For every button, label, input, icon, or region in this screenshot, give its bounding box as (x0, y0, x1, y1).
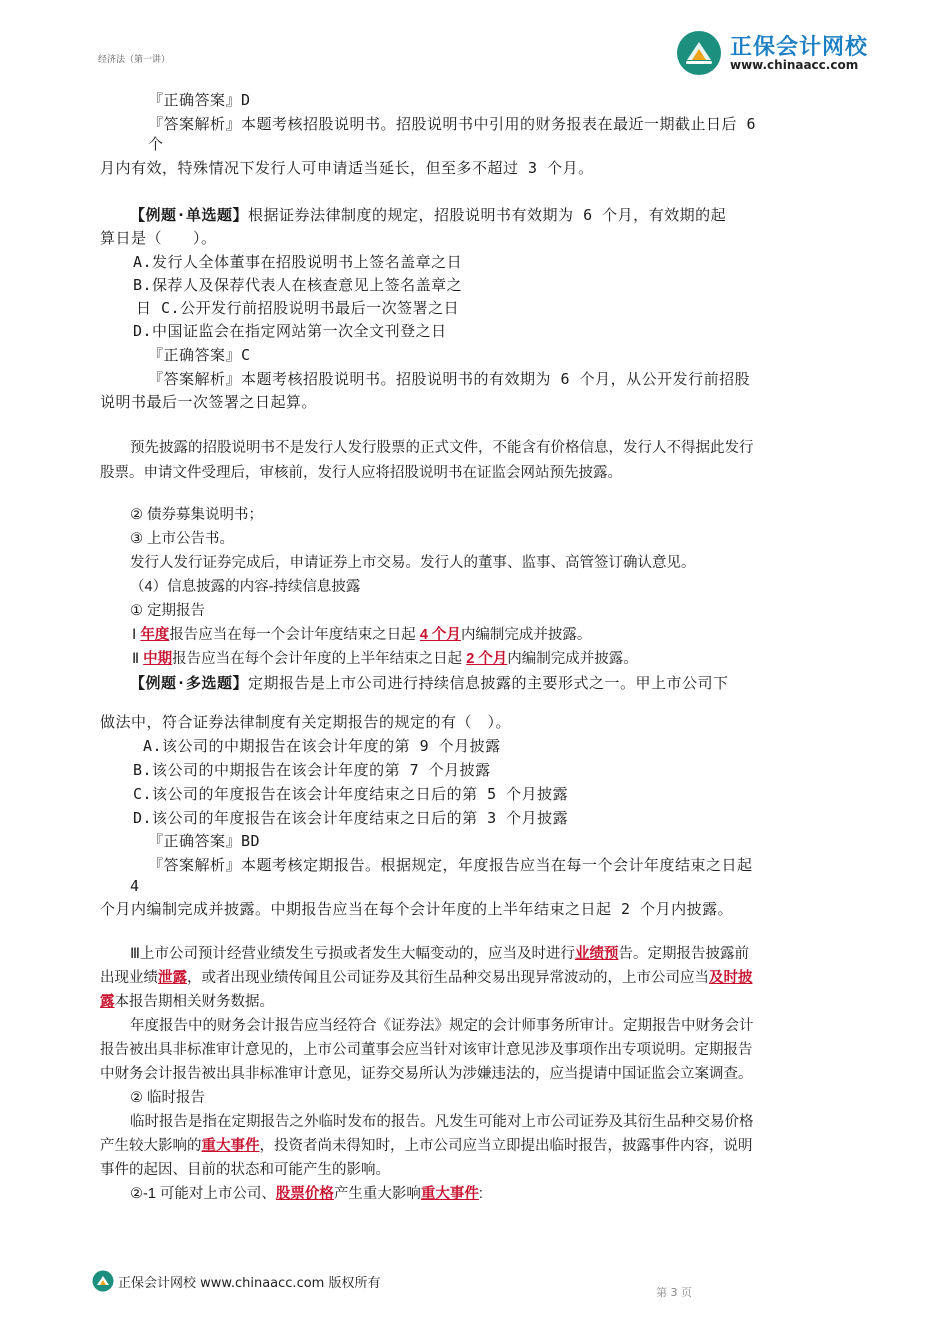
interim-report-line (100, 1136, 753, 1156)
audit-line: 报告被出具非标准审计意见的，上市公司董事会应当针对该审计意见涉及事项作出专项说明。定期报告 (100, 1042, 753, 1058)
q3-answer: 『正确答案』BD (148, 832, 261, 850)
q3-analysis-line: 4 (130, 877, 140, 895)
q2-stem-text: 根据证券法律制度的规定，招股说明书有效期为 6 个月，有效期的起 (248, 206, 727, 224)
para-text: : (478, 1186, 483, 1202)
interim-report-line: 临时报告是指在定期报告之外临时发布的报告。凡发生可能对上市公司证券及其衍生品种交易价格 (130, 1114, 754, 1130)
roman-numeral: Ⅰ (132, 627, 141, 643)
keyword-performance-forecast: 业绩预 (575, 946, 619, 962)
para-text: ②-1 可能对上市公司、 (130, 1186, 276, 1202)
q2-option-b: B.保荐人及保荐代表人在核查意见上签名盖章之 (133, 276, 463, 294)
para-text: 产生较大影响的 (100, 1138, 202, 1154)
periodic-report-heading: ① 定期报告 (130, 603, 206, 619)
pre-disclosure-line: 预先披露的招股说明书不是发行人发行股票的正式文件，不能含有价格信息，发行人不得据此发行 (130, 440, 754, 456)
para-text: Ⅲ上市公司预计经营业绩发生亏损或者发生大幅变动的，应当及时进行 (130, 946, 575, 962)
keyword-leak: 泄露 (158, 970, 187, 986)
section-heading: （4）信息披露的内容-持续信息披露 (130, 579, 361, 595)
q2-option-d: D.中国证监会在指定网站第一次全文刊登之日 (133, 322, 447, 340)
q3-option-c: C.该公司的年度报告在该会计年度结束之日后的第 5 个月披露 (133, 785, 569, 803)
q3-option-d: D.该公司的年度报告在该会计年度结束之日后的第 3 个月披露 (133, 809, 569, 827)
q2-analysis-line: 说明书最后一次签署之日起算。 (100, 393, 318, 411)
q3-analysis-line: 『答案解析』本题考核定期报告。根据规定，年度报告应当在每一个会计年度结束之日起 (148, 856, 753, 874)
keyword-stock-price: 股票价格 (275, 1186, 334, 1202)
logo-emblem-icon (676, 30, 722, 76)
footer-logo-icon (92, 1270, 114, 1292)
q3-stem-text: 定期报告是上市公司进行持续信息披露的主要形式之一。甲上市公司下 (248, 674, 729, 692)
performance-line (130, 944, 749, 964)
q2-answer: 『正确答案』C (148, 346, 251, 364)
q2-label: 【例题·单选题】 (130, 206, 249, 224)
q1-analysis-line: 个 (148, 135, 164, 153)
keyword-period: 2 个月 (466, 651, 508, 667)
q2-analysis-line: 『答案解析』本题考核招股说明书。招股说明书的有效期为 6 个月，从公开发行前招股 (148, 370, 751, 388)
logo-name: 正保会计网校 (730, 35, 869, 60)
page-number: 第 3 页 (656, 1286, 692, 1299)
q3-label: 【例题·多选题】 (130, 674, 249, 692)
para-text: ，或者出现业绩传闻且公司证券及其衍生品种交易出现异常波动的，上市公司应当 (187, 970, 709, 986)
major-event-heading (130, 1184, 483, 1204)
rule-text: 内编制完成并披露。 (507, 651, 638, 667)
para-text: 产生重大影响 (333, 1186, 421, 1202)
interim-report-line: 事件的起因、目前的状态和可能产生的影响。 (100, 1162, 390, 1178)
q2-option-a: A.发行人全体董事在招股说明书上签名盖章之日 (133, 253, 463, 271)
listing-note: 发行人发行证券完成后，申请证券上市交易。发行人的董事、监事、高管签订确认意见。 (130, 555, 696, 571)
para-text: 出现业绩 (100, 970, 158, 986)
q3-option-a: A.该公司的中期报告在该会计年度的第 9 个月披露 (143, 737, 501, 755)
q3-stem (130, 673, 729, 693)
bond-prospectus-item: ② 债券募集说明书； (130, 507, 264, 523)
q3-option-b: B.该公司的中期报告在该会计年度的第 7 个月披露 (133, 761, 491, 779)
performance-line (100, 992, 274, 1012)
q1-answer: 『正确答案』D (148, 91, 251, 109)
header-doc-title: 经济法（第一讲） (98, 55, 171, 65)
audit-line: 年度报告中的财务会计报告应当经符合《证券法》规定的会计师事务所审计。定期报告中财务会计 (130, 1018, 754, 1034)
rule-text: 内编制完成并披露。 (460, 627, 592, 643)
interim-report-heading: ② 临时报告 (130, 1090, 206, 1106)
rule-text: 报告应当在每个会计年度的上半年结束之日起 (172, 651, 467, 667)
interim-report-rule (132, 649, 638, 669)
para-text: ，投资者尚未得知时，上市公司应当立即提出临时报告，披露事件内容，说明 (259, 1138, 753, 1154)
para-text: 告。定期报告披露前 (618, 946, 749, 962)
footer-copyright: 正保会计网校 www.chinaacc.com 版权所有 (118, 1276, 381, 1291)
keyword-interim: 中期 (143, 651, 173, 667)
q1-analysis-line: 月内有效，特殊情况下发行人可申请适当延长，但至多不超过 3 个月。 (100, 159, 594, 177)
site-logo[interactable] (676, 28, 876, 78)
rule-text: 报告应当在每一个会计年度结束之日起 (169, 627, 420, 643)
annual-report-rule (132, 625, 591, 645)
pre-disclosure-line: 股票。申请文件受理后，审核前，发行人应将招股说明书在证监会网站预先披露。 (100, 465, 622, 481)
audit-line: 中财务会计报告被出具非标准审计意见，证券交易所认为涉嫌违法的，应当提请中国证监会立案调查。 (100, 1066, 753, 1082)
logo-url: www.chinaacc.com (730, 58, 859, 72)
keyword-timely-disclose: 露 (100, 994, 115, 1010)
q3-analysis-line: 个月内编制完成并披露。中期报告应当在每个会计年度的上半年结束之日起 2 个月内披露。 (100, 900, 734, 918)
keyword-major-event: 重大事件 (201, 1138, 260, 1154)
q2-stem-line: 算日是（ ）。 (100, 229, 217, 247)
q2-stem (130, 205, 726, 225)
keyword-period: 4 个月 (419, 627, 461, 643)
para-text: 本报告期相关财务数据。 (114, 994, 274, 1010)
listing-announcement-item: ③ 上市公告书。 (130, 531, 235, 547)
performance-line (100, 968, 753, 988)
q3-stem-line: 做法中，符合证券法律制度有关定期报告的规定的有（ ）。 (100, 713, 512, 731)
page-footer (92, 1270, 512, 1294)
q2-option-c: 日 C.公开发行前招股说明书最后一次签署之日 (136, 299, 460, 317)
roman-numeral: Ⅱ (132, 651, 144, 667)
keyword-annual: 年度 (140, 627, 170, 643)
q1-analysis-line: 『答案解析』本题考核招股说明书。招股说明书中引用的财务报表在最近一期截止日后 6 (148, 115, 757, 133)
keyword-timely-disclose: 及时披 (709, 970, 753, 986)
keyword-major-event: 重大事件 (420, 1186, 479, 1202)
